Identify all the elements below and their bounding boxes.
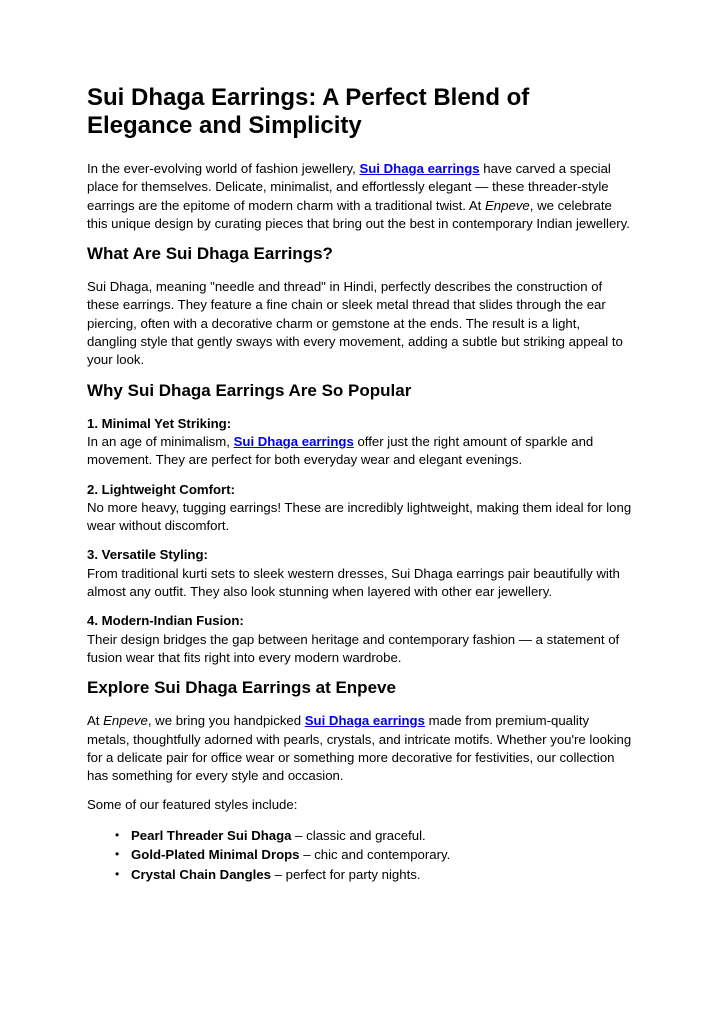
explore-text-after-brand: , we bring you handpicked bbox=[147, 713, 305, 729]
style-name: Crystal Chain Dangles bbox=[131, 866, 271, 882]
heading-what-are-sui-dhaga-earrings: What Are Sui Dhaga Earrings? bbox=[87, 244, 333, 264]
why-point-2-text: No more heavy, tugging earrings! These are incredibly lightweight, making them ideal for long wear without discomfort. bbox=[87, 499, 632, 534]
heading-why-so-popular: Why Sui Dhaga Earrings Are So Popular bbox=[87, 380, 412, 400]
why-point-1-text-after-link: offer just the right amount of sparkle and movement. They are perfect for both everyday wear and elegant evenings. bbox=[87, 433, 594, 468]
sui-dhaga-earrings-link[interactable]: Sui Dhaga earrings bbox=[304, 713, 425, 729]
why-point-4-label: 4. Modern-Indian Fusion: bbox=[87, 613, 244, 629]
featured-styles-list bbox=[87, 826, 632, 885]
why-point-1-text-before-link: In an age of minimalism, bbox=[87, 433, 234, 449]
style-name: Pearl Threader Sui Dhaga bbox=[131, 827, 292, 843]
document-title: Sui Dhaga Earrings: A Perfect Blend of Elegance and Simplicity bbox=[87, 84, 530, 139]
style-name: Gold-Plated Minimal Drops bbox=[131, 847, 300, 863]
bullet-icon: • bbox=[115, 866, 120, 881]
intro-paragraph bbox=[87, 160, 632, 233]
why-point-3-label: 3. Versatile Styling: bbox=[87, 547, 208, 563]
intro-text-before-link: In the ever-evolving world of fashion jewellery, bbox=[87, 161, 360, 176]
style-description: – chic and contemporary. bbox=[299, 847, 451, 863]
why-point-3 bbox=[87, 546, 632, 601]
style-description: – perfect for party nights. bbox=[270, 866, 421, 882]
brand-name: Enpeve bbox=[103, 713, 148, 729]
list-item bbox=[115, 845, 632, 865]
style-description: – classic and graceful. bbox=[291, 827, 426, 843]
explore-text-before-brand: At bbox=[87, 713, 104, 729]
what-are-paragraph: Sui Dhaga, meaning "needle and thread" in Hindi, perfectly describes the construction of these earrings. They feature a fine chain or sleek metal thread that slides through the ear piercing, often with a decorative charm or gemstone at the ends. The result is a light, dangling style that gently sways with every movement, adding a subtle but striking appeal to your look. bbox=[87, 279, 623, 368]
explore-text-after-link: made from premium-quality metals, thoughtfully adorned with pearls, crystals, and intricate motifs. Whether you're looking for a delicate pair for office wear or something more decorative for festivities, our collection has something for every style and occasion. bbox=[87, 713, 632, 784]
why-point-4-text: Their design bridges the gap between heritage and contemporary fashion — a statement of fusion wear that fits right into every modern wardrobe. bbox=[87, 631, 620, 665]
sui-dhaga-earrings-link[interactable]: Sui Dhaga earrings bbox=[233, 433, 354, 449]
brand-name: Enpeve bbox=[485, 197, 530, 213]
list-item bbox=[115, 826, 632, 846]
why-point-3-text: From traditional kurti sets to sleek western dresses, Sui Dhaga earrings pair beautifully with almost any outfit. They also look stunning when layered with other ear jewellery. bbox=[87, 565, 620, 600]
featured-styles-intro: Some of our featured styles include: bbox=[87, 797, 298, 813]
heading-explore-at-enpeve: Explore Sui Dhaga Earrings at Enpeve bbox=[87, 678, 396, 698]
bullet-icon: • bbox=[115, 847, 120, 862]
list-item bbox=[115, 865, 632, 885]
sui-dhaga-earrings-link[interactable]: Sui Dhaga earrings bbox=[359, 161, 480, 176]
why-point-2 bbox=[87, 481, 632, 536]
intro-text-after-link: have carved a special place for themselves. Delicate, minimalist, and effortlessly elegant — these threader-style earrings are the epitome of modern charm with a traditional twist. At bbox=[87, 161, 611, 213]
intro-text-after-brand: , we celebrate this unique design by curating pieces that bring out the best in contemporary Indian jewellery. bbox=[87, 197, 630, 231]
explore-paragraph bbox=[87, 712, 632, 785]
why-point-1-label: 1. Minimal Yet Striking: bbox=[87, 415, 232, 431]
why-point-1 bbox=[87, 415, 632, 470]
why-point-4 bbox=[87, 612, 632, 667]
why-point-2-label: 2. Lightweight Comfort: bbox=[87, 481, 235, 497]
bullet-icon: • bbox=[115, 827, 120, 842]
